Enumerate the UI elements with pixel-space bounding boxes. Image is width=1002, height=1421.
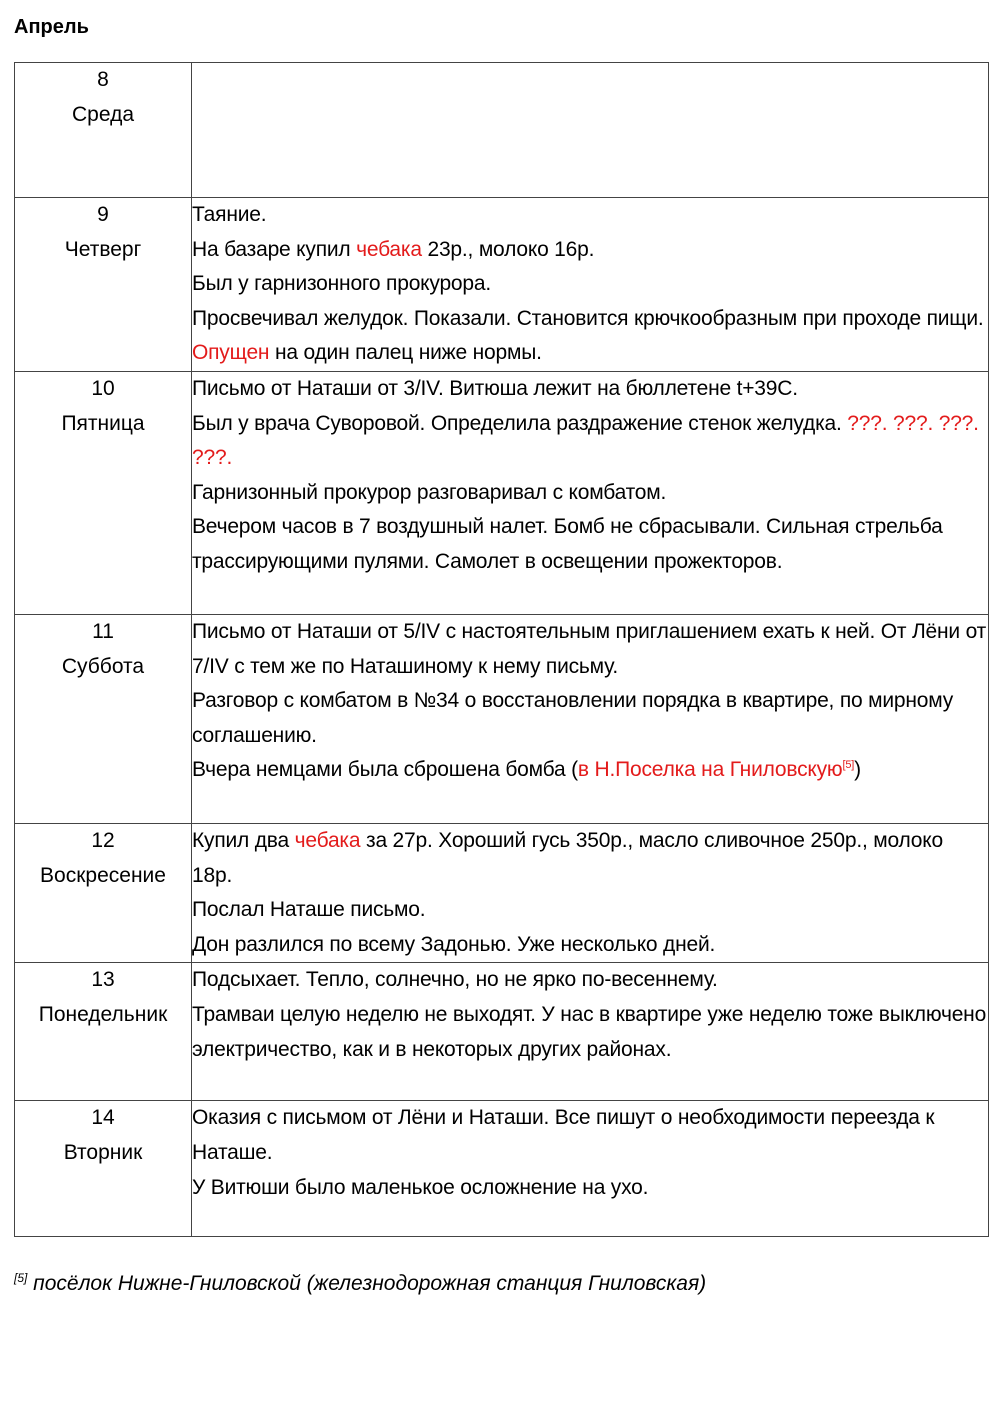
date-cell: [15, 963, 192, 1101]
day-number: 8: [97, 68, 109, 91]
text-segment: Дон разлился по всему Задонью. Уже несколько дней.: [192, 932, 716, 956]
weekday: Пятница: [61, 411, 145, 435]
entry-cell: [192, 1101, 989, 1237]
highlighted-text: Опущен: [192, 341, 270, 365]
diary-row: [15, 198, 989, 372]
entry-paragraph: [192, 510, 988, 579]
weekday: Вторник: [63, 1140, 143, 1164]
text-segment: Гарнизонный прокурор разговаривал с комбатом.: [192, 480, 667, 504]
diary-table: [14, 62, 989, 1237]
date-cell: [15, 198, 192, 372]
text-segment: на один палец ниже нормы.: [269, 341, 542, 365]
text-segment: Был у гарнизонного прокурора.: [192, 272, 492, 296]
highlighted-text: в Н.Поселка на Гниловскую: [577, 758, 843, 782]
entry-cell: [192, 198, 989, 372]
text-segment: У Витюши было маленькое осложнение на ухо.: [192, 1175, 649, 1199]
diary-row: [15, 63, 989, 198]
entry-cell: [192, 372, 989, 615]
footnote: [14, 1272, 706, 1296]
text-segment: ): [854, 758, 861, 782]
date-cell: [15, 615, 192, 824]
footnote-text: посёлок Нижне-Гниловской (железнодорожная станция Гниловская): [27, 1272, 707, 1295]
text-segment: Разговор с комбатом в №34 о восстановлении порядка в квартире, по мирному соглашению.: [192, 689, 954, 747]
text-segment: Письмо от Наташи от 5/IV с настоятельным приглашением ехать к ней. От Лёни от 7/IV с тем же по Наташиному к нему письму.: [192, 620, 987, 678]
entry-paragraph: [192, 753, 988, 788]
entry-cell: [192, 615, 989, 824]
day-number: 10: [91, 377, 115, 400]
weekday: Четверг: [64, 237, 142, 261]
diary-row: [15, 963, 989, 1101]
day-number: 11: [92, 620, 114, 643]
day-number: 13: [91, 968, 115, 992]
entry-paragraph: [192, 267, 988, 302]
day-number: 14: [91, 1106, 115, 1130]
weekday: Воскресение: [40, 863, 166, 887]
text-segment: за 27р. Хороший гусь 350р., масло сливочное 250р., молоко 18р.: [192, 829, 943, 887]
text-segment: Вечером часов в 7 воздушный налет. Бомб не сбрасывали. Сильная стрельба трассирующими пулями. Самолет в освещении прожекторов.: [192, 515, 943, 573]
entry-paragraph: [192, 893, 988, 928]
entry-cell: [192, 63, 989, 198]
text-segment: Оказия с письмом от Лёни и Наташи. Все пишут о необходимости переезда к Наташе.: [192, 1106, 935, 1164]
day-number: 9: [97, 203, 109, 226]
entry-cell: [192, 824, 989, 963]
text-segment: Таяние.: [192, 203, 267, 226]
text-segment: Письмо от Наташи от 3/IV. Витюша лежит на бюллетене t+39С.: [192, 377, 798, 400]
footnote-mark: [5]: [14, 1271, 28, 1285]
weekday: Суббота: [61, 654, 145, 678]
entry-paragraph: [192, 372, 988, 407]
text-segment: 23р., молоко 16р.: [421, 237, 595, 261]
entry-cell: [192, 963, 989, 1101]
entry-paragraph: [192, 233, 988, 268]
entry-paragraph: [192, 684, 988, 753]
entry-paragraph: [192, 476, 988, 511]
entry-paragraph: [192, 407, 988, 476]
entry-paragraph: [192, 1101, 988, 1170]
text-segment: Послал Наташе письмо.: [192, 898, 426, 922]
diary-row: [15, 615, 989, 824]
weekday: Понедельник: [38, 1002, 168, 1026]
highlighted-text: чебака: [294, 829, 361, 852]
entry-paragraph: [192, 963, 988, 998]
month-heading: Апрель: [14, 16, 89, 38]
entry-paragraph: [192, 198, 988, 233]
entry-paragraph: [192, 824, 988, 893]
text-segment: Подсыхает. Тепло, солнечно, но не ярко по-весеннему.: [192, 968, 718, 992]
highlighted-text: ???. ???. ???. ???.: [192, 411, 979, 470]
highlighted-text: чебака: [356, 237, 422, 261]
entry-paragraph: [192, 1171, 988, 1206]
entry-paragraph: [192, 928, 988, 963]
diary-row: [15, 1101, 989, 1237]
diary-row: [15, 824, 989, 963]
weekday: Среда: [72, 102, 134, 126]
entry-paragraph: [192, 302, 988, 371]
date-cell: [15, 824, 192, 963]
text-segment: На базаре купил: [192, 237, 357, 261]
date-cell: [15, 1101, 192, 1237]
date-cell: [15, 63, 192, 198]
entry-paragraph: [192, 615, 988, 684]
date-cell: [15, 372, 192, 615]
text-segment: Купил два: [192, 829, 295, 852]
day-number: 12: [91, 829, 115, 852]
text-segment: Был у врача Суворовой. Определила раздражение стенок желудка.: [192, 411, 848, 435]
diary-row: [15, 372, 989, 615]
footnote-reference: [5]: [842, 759, 855, 772]
entry-paragraph: [192, 998, 988, 1067]
text-segment: Трамваи целую неделю не выходят. У нас в квартире уже неделю тоже выключено электричество, как и в некоторых других районах.: [192, 1002, 987, 1061]
text-segment: Вчера немцами была сброшена бомба (: [192, 758, 578, 782]
text-segment: Просвечивал желудок. Показали. Становится крючкообразным при проходе пищи.: [192, 306, 984, 330]
